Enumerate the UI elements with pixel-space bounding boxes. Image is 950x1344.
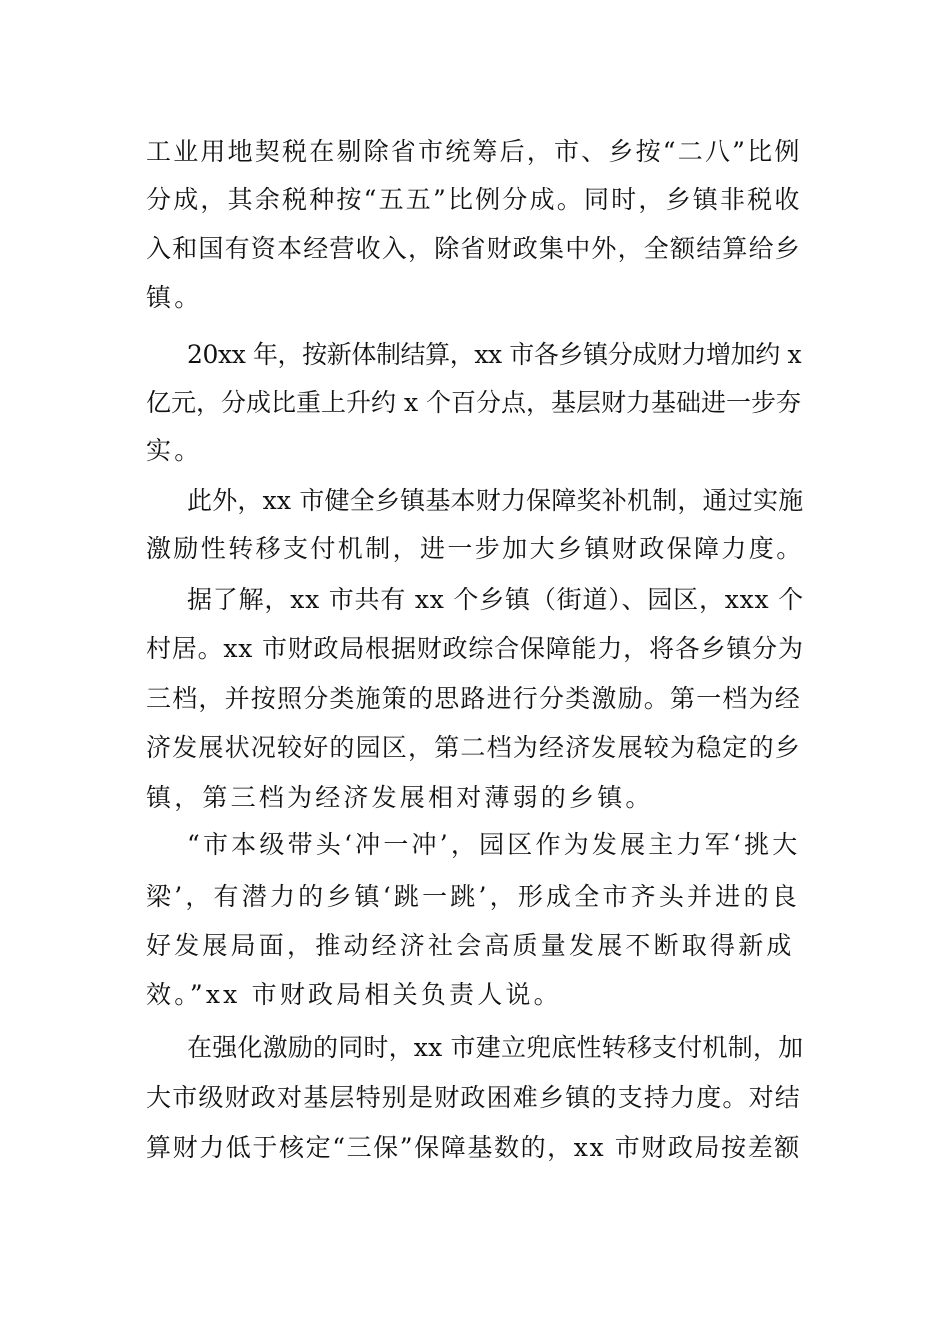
text-line: 激励性转移支付机制，进一步加大乡镇财政保障力度。 (146, 534, 804, 563)
text-line: 大市级财政对基层特别是财政困难乡镇的支持力度。对结 (146, 1083, 802, 1112)
text-line: 亿元，分成比重上升约 x 个百分点，基层财力基础进一步夯 (146, 388, 801, 417)
text-line: 分成，其余税种按“五五”比例分成。同时，乡镇非税收 (146, 185, 802, 214)
text-line: 好发展局面，推动经济社会高质量发展不断取得新成 (146, 931, 795, 960)
text-line: 在强化激励的同时，xx 市建立兜底性转移支付机制，加 (187, 1033, 804, 1062)
text-line: 村居。xx 市财政局根据财政综合保障能力，将各乡镇分为 (146, 634, 804, 663)
text-line: 据了解，xx 市共有 xx 个乡镇（街道）、园区，xxx 个 (187, 585, 804, 614)
text-line: 工业用地契税在剔除省市统筹后，市、乡按“二八”比例 (146, 137, 802, 166)
text-line: 算财力低于核定“三保”保障基数的，xx 市财政局按差额 (146, 1133, 801, 1162)
text-line: 实。 (146, 436, 203, 465)
text-line: 此外，xx 市健全乡镇基本财力保障奖补机制，通过实施 (187, 486, 804, 515)
text-line: 镇，第三档为经济发展相对薄弱的乡镇。 (146, 783, 654, 812)
text-line: 梁’，有潜力的乡镇‘跳一跳’，形成全市齐头并进的良 (146, 882, 800, 911)
text-line: 济发展状况较好的园区，第二档为经济发展较为稳定的乡 (146, 733, 802, 762)
text-line: 效。”xx 市财政局相关负责人说。 (146, 980, 562, 1009)
text-line: “市本级带头‘冲一冲’，园区作为发展主力军‘挑大 (187, 830, 801, 859)
text-line: 三档，并按照分类施策的思路进行分类激励。第一档为经 (146, 684, 802, 713)
text-line: 20xx 年，按新体制结算，xx 市各乡镇分成财力增加约 x (187, 340, 802, 369)
text-line: 入和国有资本经营收入，除省财政集中外，全额结算给乡 (146, 234, 802, 263)
text-line: 镇。 (146, 283, 203, 312)
